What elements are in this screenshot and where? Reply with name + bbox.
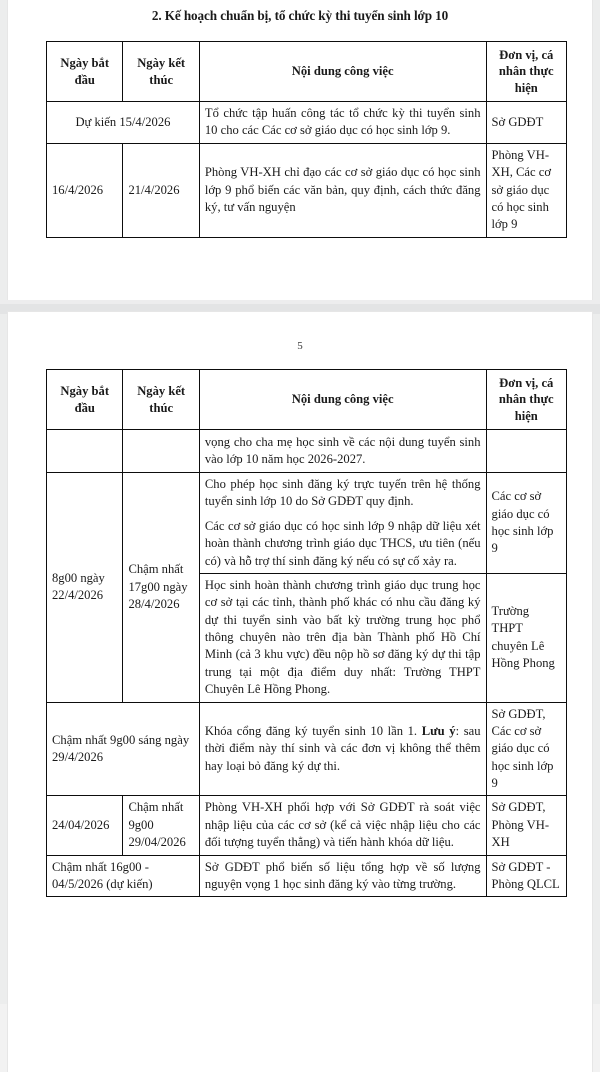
cell-owner: Trường THPT chuyên Lê Hồng Phong [486, 573, 566, 702]
schedule-table-part-1 [46, 41, 567, 238]
table-row [47, 473, 567, 574]
cell-end-date: Chậm nhất 17g00 ngày 28/4/2026 [123, 473, 199, 703]
cell-owner: Các cơ sở giáo dục có học sinh lớp 9 [486, 473, 566, 574]
table-header-row [47, 42, 567, 102]
cell-start-date [47, 430, 123, 473]
cell-start-date: 24/04/2026 [47, 796, 123, 855]
cell-date-span: Chậm nhất 16g00 - 04/5/2026 (dự kiến) [47, 855, 200, 897]
cell-content: Sở GDĐT phổ biến số liệu tổng hợp về số lượng nguyện vọng 1 học sinh đăng ký vào từng trường. [199, 855, 486, 897]
table-row [47, 102, 567, 144]
column-header-content: Nội dung công việc [199, 370, 486, 430]
cell-content-html: Khóa cổng đăng ký tuyển sinh 10 lần 1. Lưu ý: sau thời điểm này thí sinh và các đơn vị không thể thêm hay loại bỏ đăng ký dự thi. [204, 723, 481, 773]
table-row [47, 702, 567, 796]
cell-end-date: Chậm nhất 9g00 29/04/2026 [123, 796, 199, 855]
schedule-table-part-2 [46, 369, 567, 897]
cell-owner: Sở GDĐT - Phòng QLCL [486, 855, 566, 897]
cell-end-date [123, 430, 199, 473]
column-header-owner: Đơn vị, cá nhân thực hiện [486, 370, 566, 430]
cell-content: Học sinh hoàn thành chương trình giáo dục trung học cơ sở tại các tỉnh, thành phố khác có nhu cầu đăng ký dự thi tuyển sinh vào bất kỳ trường trung học phổ thông chuyên nào trên địa bàn Thành phố Hồ Chí Minh (cả 3 khu vực) đều nộp hồ sơ đăng ký dự thi tập trung tại một địa điểm duy nhất: Trường THPT Chuyên Lê Hồng Phong. [199, 573, 486, 702]
cell-owner: Sở GDĐT, Các cơ sở giáo dục có học sinh lớp 9 [486, 702, 566, 796]
column-header-end-date: Ngày kết thúc [123, 370, 199, 430]
table-row [47, 143, 567, 237]
cell-start-date: 8g00 ngày 22/4/2026 [47, 473, 123, 703]
cell-content: Cho phép học sinh đăng ký trực tuyến trên hệ thống tuyển sinh lớp 10 do Sở GDĐT quy định. Các cơ sở giáo dục có học sinh lớp 9 nhập dữ liệu xét hoàn thành chương trình giáo dục THCS, ưu tiên (nếu có) và hỗ trợ thí sinh đăng ký nếu có sự cố xảy ra. [199, 473, 486, 574]
table-header-row [47, 370, 567, 430]
table-row [47, 796, 567, 855]
column-header-content: Nội dung công việc [199, 42, 486, 102]
table-row [47, 855, 567, 897]
column-header-start-date: Ngày bắt đầu [47, 42, 123, 102]
column-header-owner: Đơn vị, cá nhân thực hiện [486, 42, 566, 102]
column-header-start-date: Ngày bắt đầu [47, 370, 123, 430]
cell-owner: Sở GDĐT [486, 102, 566, 144]
cell-content: vọng cho cha mẹ học sinh về các nội dung tuyển sinh vào lớp 10 năm học 2026-2027. [199, 430, 486, 473]
cell-date-span: Chậm nhất 9g00 sáng ngày 29/4/2026 [47, 702, 200, 796]
column-header-end-date: Ngày kết thúc [123, 42, 199, 102]
cell-content: Phòng VH-XH chỉ đạo các cơ sở giáo dục có học sinh lớp 9 phổ biến các văn bản, quy định, cách thức đăng ký, tư vấn nguyện [199, 143, 486, 237]
document-page-5 [8, 312, 592, 1072]
table-row [47, 430, 567, 473]
document-page-4 [8, 0, 592, 306]
cell-content: Tổ chức tập huấn công tác tổ chức kỳ thi tuyển sinh 10 cho các Các cơ sở giáo dục có học sinh lớp 9. [199, 102, 486, 144]
cell-owner [486, 430, 566, 473]
cell-owner: Sở GDĐT, Phòng VH-XH [486, 796, 566, 855]
cell-content [199, 702, 486, 796]
section-heading: 2. Kế hoạch chuẩn bị, tổ chức kỳ thi tuyển sinh lớp 10 [151, 8, 449, 23]
page-number: 5 [297, 340, 303, 352]
cell-end-date: 21/4/2026 [123, 143, 199, 237]
cell-date-span: Dự kiến 15/4/2026 [47, 102, 200, 144]
cell-content: Phòng VH-XH phối hợp với Sở GDĐT rà soát việc nhập liệu của các cơ sở (kể cả việc nhập liệu cho các đối tượng tuyển thẳng) và tiến hành khóa dữ liệu. [199, 796, 486, 855]
cell-owner: Phòng VH-XH, Các cơ sở giáo dục có học sinh lớp 9 [486, 143, 566, 237]
cell-start-date: 16/4/2026 [47, 143, 123, 237]
